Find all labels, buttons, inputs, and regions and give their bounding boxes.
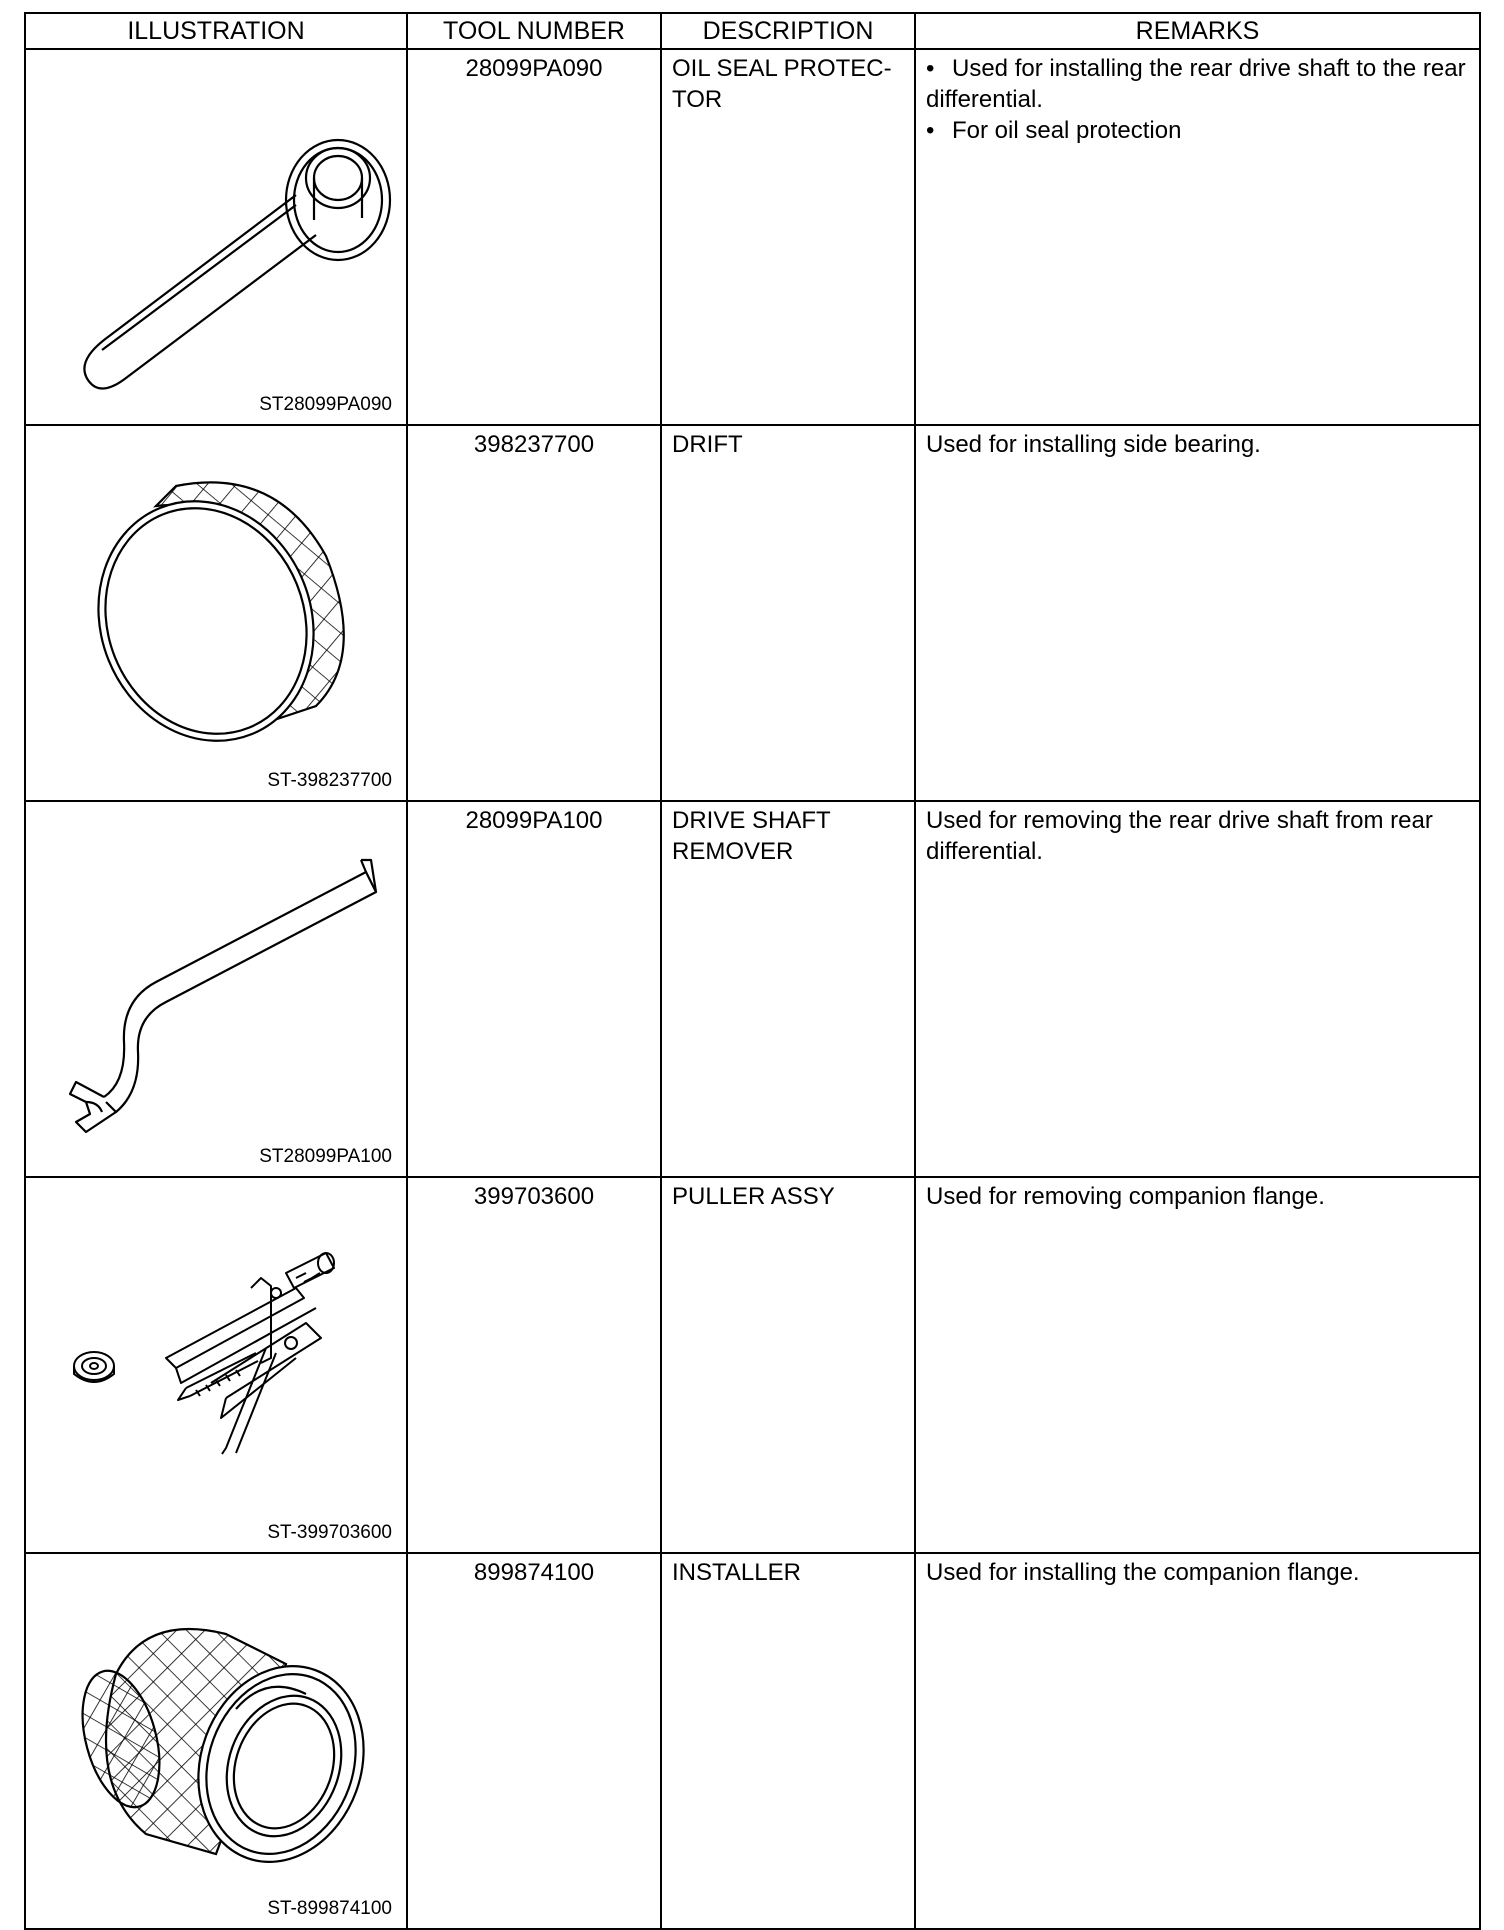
tool-number: 399703600 bbox=[407, 1177, 661, 1553]
remarks bbox=[915, 49, 1480, 425]
table-row bbox=[25, 801, 1480, 1177]
bullet-icon: • bbox=[926, 55, 935, 82]
illustration-cell bbox=[25, 1553, 407, 1929]
remark-text: Used for removing the rear drive shaft from rear differential. bbox=[926, 807, 1433, 865]
oil-seal-protector-icon bbox=[26, 50, 408, 421]
header-remarks: REMARKS bbox=[915, 13, 1480, 49]
illustration-cell bbox=[25, 49, 407, 425]
remark-item: • Used for installing the rear drive shaft to the rear differential. bbox=[926, 55, 1466, 113]
header-illustration: ILLUSTRATION bbox=[25, 13, 407, 49]
illustration-code: ST28099PA100 bbox=[259, 1146, 392, 1167]
drift-icon bbox=[26, 426, 408, 797]
header-description: DESCRIPTION bbox=[661, 13, 915, 49]
tool-number: 28099PA100 bbox=[407, 801, 661, 1177]
header-tool-number: TOOL NUMBER bbox=[407, 13, 661, 49]
remark-text: Used for removing companion flange. bbox=[926, 1183, 1325, 1210]
description: OIL SEAL PROTEC- TOR bbox=[661, 49, 915, 425]
illustration-code: ST-899874100 bbox=[267, 1898, 392, 1919]
remarks bbox=[915, 1553, 1480, 1929]
bullet-icon: • bbox=[926, 117, 935, 144]
illustration-cell bbox=[25, 801, 407, 1177]
remarks bbox=[915, 1177, 1480, 1553]
table-header-row bbox=[25, 13, 1480, 49]
tool-number: 28099PA090 bbox=[407, 49, 661, 425]
installer-icon bbox=[26, 1554, 408, 1925]
remarks bbox=[915, 425, 1480, 801]
remark-text: Used for installing side bearing. bbox=[926, 431, 1261, 458]
table-row bbox=[25, 1553, 1480, 1929]
special-tools-table bbox=[24, 12, 1481, 1930]
puller-assy-icon bbox=[26, 1178, 408, 1549]
table-row bbox=[25, 49, 1480, 425]
table-row bbox=[25, 1177, 1480, 1553]
description: DRIFT bbox=[661, 425, 915, 801]
illustration-cell bbox=[25, 425, 407, 801]
description: DRIVE SHAFT REMOVER bbox=[661, 801, 915, 1177]
description: INSTALLER bbox=[661, 1553, 915, 1929]
illustration-code: ST-399703600 bbox=[267, 1522, 392, 1543]
tool-number: 899874100 bbox=[407, 1553, 661, 1929]
remark-item: • For oil seal protection bbox=[926, 117, 1182, 144]
illustration-cell bbox=[25, 1177, 407, 1553]
description: PULLER ASSY bbox=[661, 1177, 915, 1553]
table-row bbox=[25, 425, 1480, 801]
remarks bbox=[915, 801, 1480, 1177]
drive-shaft-remover-icon bbox=[26, 802, 408, 1173]
remark-text: Used for installing the companion flange. bbox=[926, 1559, 1360, 1586]
illustration-code: ST-398237700 bbox=[267, 770, 392, 791]
illustration-code: ST28099PA090 bbox=[259, 394, 392, 415]
tool-number: 398237700 bbox=[407, 425, 661, 801]
